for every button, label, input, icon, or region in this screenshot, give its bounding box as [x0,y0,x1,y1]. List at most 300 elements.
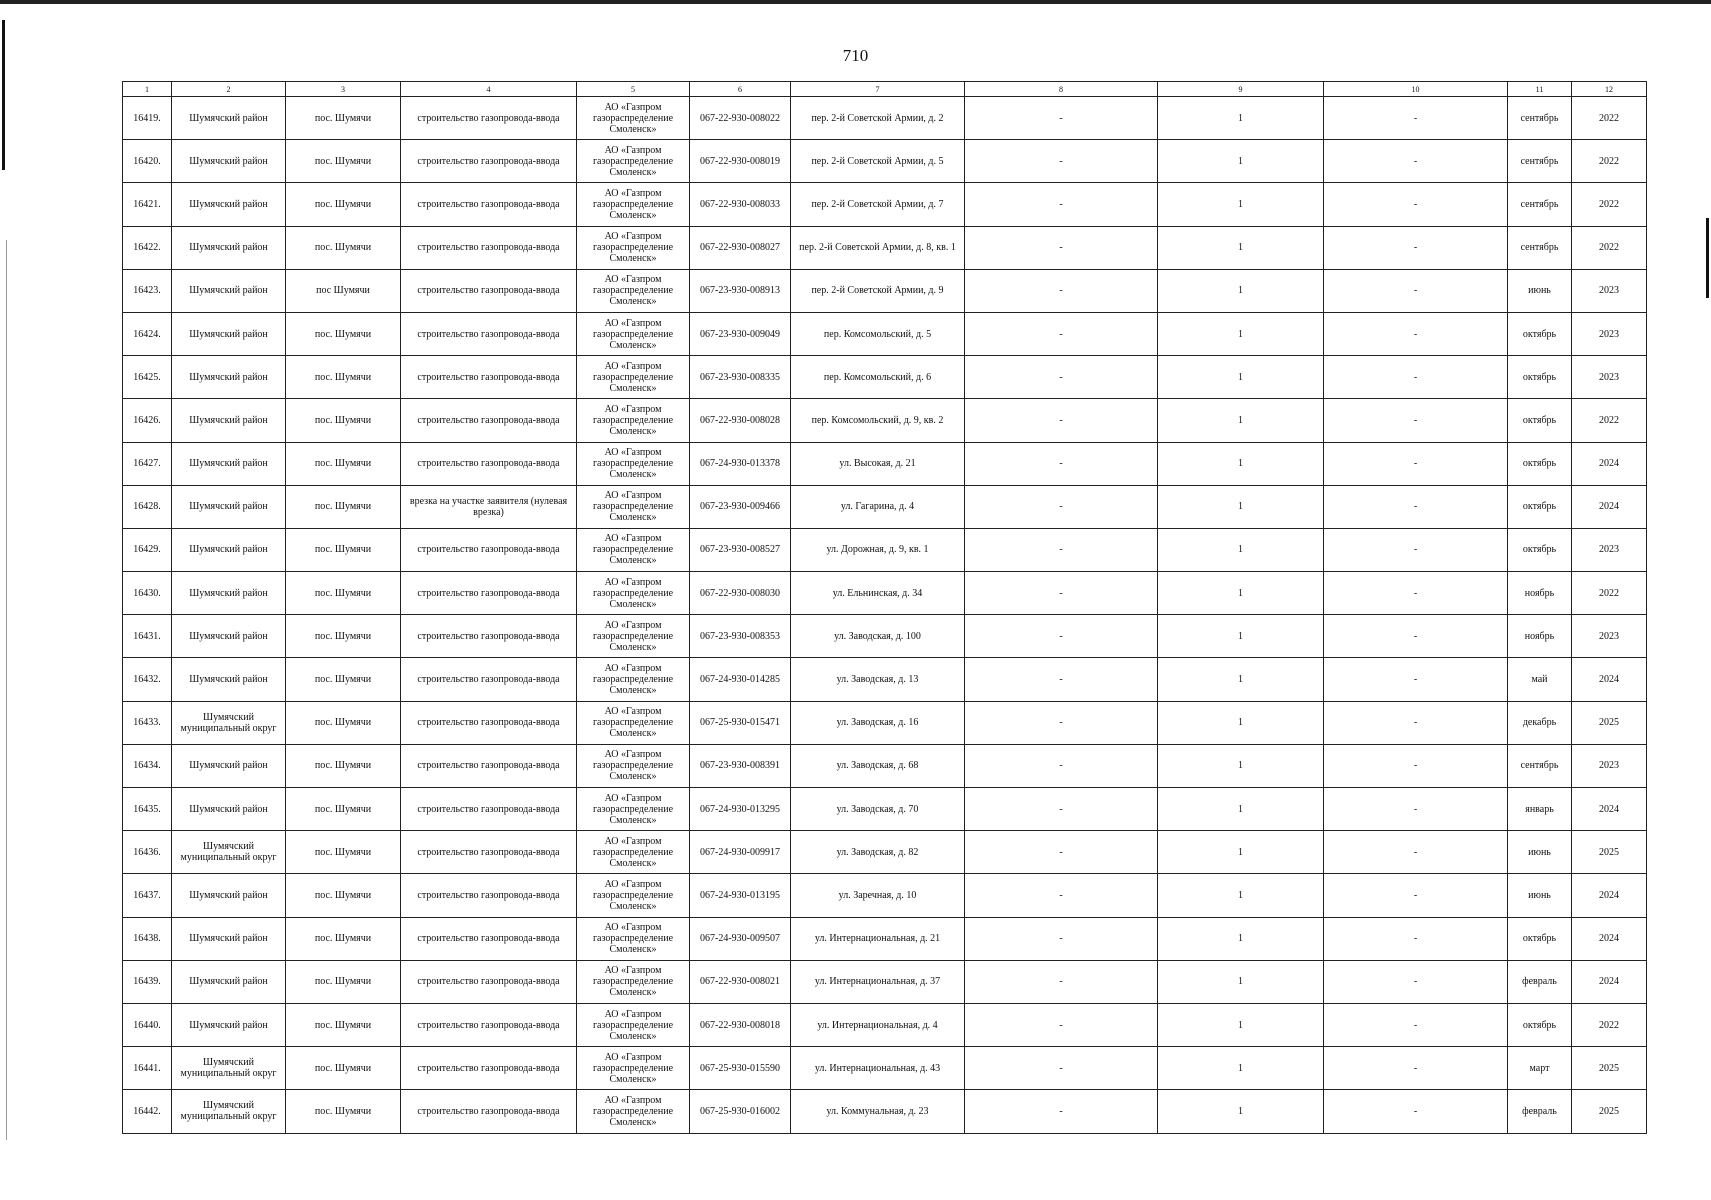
month-cell: июнь [1508,874,1572,917]
month-cell: февраль [1508,1090,1572,1133]
registration-code-cell: 067-25-930-015471 [690,701,791,744]
month-cell: сентябрь [1508,140,1572,183]
year-cell: 2024 [1572,658,1647,701]
work-type-cell: строительство газопровода-ввода [401,312,577,355]
column-9-cell: 1 [1158,917,1324,960]
month-cell: июнь [1508,831,1572,874]
year-cell: 2022 [1572,572,1647,615]
month-cell: май [1508,658,1572,701]
settlement-cell: пос. Шумячи [286,1090,401,1133]
left-scan-edge [2,20,5,170]
table-row [123,615,1647,658]
table-row [123,312,1647,355]
address-cell: пер. 2-й Советской Армии, д. 7 [791,183,965,226]
column-10-cell: - [1324,226,1508,269]
address-cell: ул. Заречная, д. 10 [791,874,965,917]
work-type-cell: строительство газопровода-ввода [401,701,577,744]
address-cell: ул. Заводская, д. 100 [791,615,965,658]
column-10-cell: - [1324,917,1508,960]
address-cell: ул. Ельнинская, д. 34 [791,572,965,615]
column-9-cell: 1 [1158,97,1324,140]
month-cell: ноябрь [1508,615,1572,658]
column-number-10: 10 [1324,82,1508,97]
column-9-cell: 1 [1158,874,1324,917]
table-row [123,572,1647,615]
row-number: 16441. [123,1047,172,1090]
column-9-cell: 1 [1158,485,1324,528]
month-cell: октябрь [1508,917,1572,960]
month-cell: март [1508,1047,1572,1090]
district-cell: Шумячский район [172,312,286,355]
column-10-cell: - [1324,528,1508,571]
settlement-cell: пос. Шумячи [286,485,401,528]
table-row [123,658,1647,701]
row-number: 16440. [123,1003,172,1046]
column-10-cell: - [1324,960,1508,1003]
column-9-cell: 1 [1158,572,1324,615]
organization-cell: АО «Газпром газораспределение Смоленск» [577,831,690,874]
work-type-cell: строительство газопровода-ввода [401,572,577,615]
registration-code-cell: 067-23-930-009049 [690,312,791,355]
year-cell: 2023 [1572,356,1647,399]
organization-cell: АО «Газпром газораспределение Смоленск» [577,1047,690,1090]
registration-code-cell: 067-23-930-008353 [690,615,791,658]
address-cell: ул. Заводская, д. 82 [791,831,965,874]
registration-code-cell: 067-22-930-008027 [690,226,791,269]
column-9-cell: 1 [1158,140,1324,183]
column-8-cell: - [965,1047,1158,1090]
column-9-cell: 1 [1158,442,1324,485]
table-row [123,744,1647,787]
registration-code-cell: 067-24-930-014285 [690,658,791,701]
month-cell: октябрь [1508,1003,1572,1046]
year-cell: 2023 [1572,744,1647,787]
column-10-cell: - [1324,140,1508,183]
column-10-cell: - [1324,312,1508,355]
month-cell: январь [1508,788,1572,831]
organization-cell: АО «Газпром газораспределение Смоленск» [577,356,690,399]
column-8-cell: - [965,874,1158,917]
table-row [123,183,1647,226]
row-number: 16419. [123,97,172,140]
row-number: 16420. [123,140,172,183]
column-9-cell: 1 [1158,1003,1324,1046]
district-cell: Шумячский район [172,356,286,399]
address-cell: ул. Коммунальная, д. 23 [791,1090,965,1133]
work-type-cell: строительство газопровода-ввода [401,960,577,1003]
column-9-cell: 1 [1158,1090,1324,1133]
settlement-cell: пос. Шумячи [286,1003,401,1046]
work-type-cell: строительство газопровода-ввода [401,615,577,658]
month-cell: октябрь [1508,399,1572,442]
organization-cell: АО «Газпром газораспределение Смоленск» [577,1003,690,1046]
organization-cell: АО «Газпром газораспределение Смоленск» [577,528,690,571]
table-row [123,788,1647,831]
work-type-cell: строительство газопровода-ввода [401,874,577,917]
district-cell: Шумячский район [172,658,286,701]
district-cell: Шумячский район [172,572,286,615]
gas-connection-register-table [122,81,1647,1134]
organization-cell: АО «Газпром газораспределение Смоленск» [577,140,690,183]
column-8-cell: - [965,442,1158,485]
column-10-cell: - [1324,615,1508,658]
organization-cell: АО «Газпром газораспределение Смоленск» [577,226,690,269]
registration-code-cell: 067-22-930-008022 [690,97,791,140]
year-cell: 2025 [1572,831,1647,874]
column-8-cell: - [965,528,1158,571]
year-cell: 2024 [1572,442,1647,485]
settlement-cell: пос. Шумячи [286,140,401,183]
work-type-cell: строительство газопровода-ввода [401,1047,577,1090]
column-number-3: 3 [286,82,401,97]
column-9-cell: 1 [1158,528,1324,571]
address-cell: ул. Интернациональная, д. 4 [791,1003,965,1046]
year-cell: 2024 [1572,917,1647,960]
address-cell: ул. Интернациональная, д. 43 [791,1047,965,1090]
month-cell: сентябрь [1508,97,1572,140]
address-cell: ул. Заводская, д. 68 [791,744,965,787]
row-number: 16429. [123,528,172,571]
address-cell: пер. 2-й Советской Армии, д. 9 [791,269,965,312]
settlement-cell: пос. Шумячи [286,528,401,571]
column-number-11: 11 [1508,82,1572,97]
month-cell: октябрь [1508,356,1572,399]
table-row [123,1003,1647,1046]
top-border-rule [0,0,1711,4]
settlement-cell: пос. Шумячи [286,788,401,831]
district-cell: Шумячский район [172,226,286,269]
registration-code-cell: 067-22-930-008021 [690,960,791,1003]
work-type-cell: строительство газопровода-ввода [401,528,577,571]
work-type-cell: строительство газопровода-ввода [401,226,577,269]
organization-cell: АО «Газпром газораспределение Смоленск» [577,183,690,226]
district-cell: Шумячский муниципальный округ [172,1047,286,1090]
table-row [123,1047,1647,1090]
address-cell: пер. Комсомольский, д. 5 [791,312,965,355]
column-9-cell: 1 [1158,312,1324,355]
column-number-1: 1 [123,82,172,97]
settlement-cell: пос Шумячи [286,269,401,312]
column-8-cell: - [965,485,1158,528]
organization-cell: АО «Газпром газораспределение Смоленск» [577,744,690,787]
address-cell: ул. Гагарина, д. 4 [791,485,965,528]
column-10-cell: - [1324,658,1508,701]
organization-cell: АО «Газпром газораспределение Смоленск» [577,442,690,485]
work-type-cell: строительство газопровода-ввода [401,744,577,787]
column-10-cell: - [1324,1047,1508,1090]
work-type-cell: строительство газопровода-ввода [401,97,577,140]
column-10-cell: - [1324,183,1508,226]
address-cell: пер. Комсомольский, д. 9, кв. 2 [791,399,965,442]
year-cell: 2023 [1572,528,1647,571]
row-number: 16434. [123,744,172,787]
column-10-cell: - [1324,97,1508,140]
work-type-cell: строительство газопровода-ввода [401,917,577,960]
month-cell: сентябрь [1508,183,1572,226]
table-row [123,97,1647,140]
year-cell: 2022 [1572,97,1647,140]
left-margin-line [6,240,7,1140]
registration-code-cell: 067-22-930-008028 [690,399,791,442]
row-number: 16430. [123,572,172,615]
column-9-cell: 1 [1158,269,1324,312]
district-cell: Шумячский район [172,917,286,960]
column-10-cell: - [1324,356,1508,399]
organization-cell: АО «Газпром газораспределение Смоленск» [577,960,690,1003]
settlement-cell: пос. Шумячи [286,356,401,399]
month-cell: сентябрь [1508,226,1572,269]
district-cell: Шумячский район [172,874,286,917]
year-cell: 2023 [1572,312,1647,355]
year-cell: 2022 [1572,183,1647,226]
district-cell: Шумячский район [172,744,286,787]
district-cell: Шумячский муниципальный округ [172,701,286,744]
district-cell: Шумячский район [172,269,286,312]
organization-cell: АО «Газпром газораспределение Смоленск» [577,1090,690,1133]
organization-cell: АО «Газпром газораспределение Смоленск» [577,788,690,831]
district-cell: Шумячский район [172,399,286,442]
organization-cell: АО «Газпром газораспределение Смоленск» [577,485,690,528]
row-number: 16425. [123,356,172,399]
settlement-cell: пос. Шумячи [286,960,401,1003]
registration-code-cell: 067-22-930-008030 [690,572,791,615]
table-row [123,960,1647,1003]
settlement-cell: пос. Шумячи [286,399,401,442]
organization-cell: АО «Газпром газораспределение Смоленск» [577,701,690,744]
month-cell: февраль [1508,960,1572,1003]
column-9-cell: 1 [1158,1047,1324,1090]
settlement-cell: пос. Шумячи [286,744,401,787]
row-number: 16438. [123,917,172,960]
organization-cell: АО «Газпром газораспределение Смоленск» [577,572,690,615]
column-8-cell: - [965,701,1158,744]
row-number: 16423. [123,269,172,312]
column-9-cell: 1 [1158,658,1324,701]
column-number-7: 7 [791,82,965,97]
column-9-cell: 1 [1158,831,1324,874]
registration-code-cell: 067-23-930-008527 [690,528,791,571]
column-10-cell: - [1324,485,1508,528]
row-number: 16422. [123,226,172,269]
work-type-cell: строительство газопровода-ввода [401,140,577,183]
row-number: 16424. [123,312,172,355]
table-row [123,226,1647,269]
table-header [123,82,1647,97]
column-8-cell: - [965,140,1158,183]
table-row [123,917,1647,960]
organization-cell: АО «Газпром газораспределение Смоленск» [577,269,690,312]
column-8-cell: - [965,960,1158,1003]
settlement-cell: пос. Шумячи [286,572,401,615]
column-8-cell: - [965,183,1158,226]
district-cell: Шумячский район [172,960,286,1003]
row-number: 16427. [123,442,172,485]
column-8-cell: - [965,744,1158,787]
column-8-cell: - [965,1003,1158,1046]
table-row [123,1090,1647,1133]
column-8-cell: - [965,831,1158,874]
work-type-cell: строительство газопровода-ввода [401,1090,577,1133]
settlement-cell: пос. Шумячи [286,874,401,917]
work-type-cell: строительство газопровода-ввода [401,183,577,226]
column-8-cell: - [965,356,1158,399]
year-cell: 2022 [1572,140,1647,183]
settlement-cell: пос. Шумячи [286,97,401,140]
district-cell: Шумячский район [172,485,286,528]
settlement-cell: пос. Шумячи [286,701,401,744]
work-type-cell: строительство газопровода-ввода [401,658,577,701]
district-cell: Шумячский муниципальный округ [172,831,286,874]
column-9-cell: 1 [1158,960,1324,1003]
year-cell: 2023 [1572,615,1647,658]
year-cell: 2024 [1572,788,1647,831]
settlement-cell: пос. Шумячи [286,831,401,874]
address-cell: ул. Интернациональная, д. 21 [791,917,965,960]
district-cell: Шумячский район [172,788,286,831]
right-scan-edge [1706,218,1709,298]
settlement-cell: пос. Шумячи [286,226,401,269]
address-cell: пер. Комсомольский, д. 6 [791,356,965,399]
address-cell: ул. Высокая, д. 21 [791,442,965,485]
registration-code-cell: 067-24-930-009917 [690,831,791,874]
district-cell: Шумячский район [172,615,286,658]
settlement-cell: пос. Шумячи [286,312,401,355]
district-cell: Шумячский район [172,140,286,183]
year-cell: 2022 [1572,399,1647,442]
column-number-row [123,82,1647,97]
column-10-cell: - [1324,744,1508,787]
row-number: 16432. [123,658,172,701]
column-10-cell: - [1324,442,1508,485]
organization-cell: АО «Газпром газораспределение Смоленск» [577,312,690,355]
column-10-cell: - [1324,269,1508,312]
registration-code-cell: 067-23-930-008335 [690,356,791,399]
column-9-cell: 1 [1158,183,1324,226]
month-cell: октябрь [1508,528,1572,571]
work-type-cell: строительство газопровода-ввода [401,1003,577,1046]
column-9-cell: 1 [1158,744,1324,787]
registration-code-cell: 067-24-930-013295 [690,788,791,831]
column-10-cell: - [1324,572,1508,615]
column-number-6: 6 [690,82,791,97]
column-number-12: 12 [1572,82,1647,97]
address-cell: пер. 2-й Советской Армии, д. 8, кв. 1 [791,226,965,269]
row-number: 16439. [123,960,172,1003]
district-cell: Шумячский район [172,528,286,571]
year-cell: 2025 [1572,1047,1647,1090]
column-9-cell: 1 [1158,226,1324,269]
year-cell: 2023 [1572,269,1647,312]
registration-code-cell: 067-25-930-015590 [690,1047,791,1090]
row-number: 16436. [123,831,172,874]
row-number: 16426. [123,399,172,442]
month-cell: июнь [1508,269,1572,312]
column-8-cell: - [965,226,1158,269]
address-cell: ул. Интернациональная, д. 37 [791,960,965,1003]
month-cell: декабрь [1508,701,1572,744]
organization-cell: АО «Газпром газораспределение Смоленск» [577,658,690,701]
registration-code-cell: 067-23-930-008913 [690,269,791,312]
page-number: 710 [842,46,869,65]
address-cell: пер. 2-й Советской Армии, д. 2 [791,97,965,140]
table-row [123,356,1647,399]
column-9-cell: 1 [1158,356,1324,399]
district-cell: Шумячский район [172,183,286,226]
district-cell: Шумячский муниципальный округ [172,1090,286,1133]
work-type-cell: строительство газопровода-ввода [401,269,577,312]
month-cell: октябрь [1508,485,1572,528]
year-cell: 2022 [1572,226,1647,269]
column-8-cell: - [965,399,1158,442]
month-cell: ноябрь [1508,572,1572,615]
column-10-cell: - [1324,1090,1508,1133]
work-type-cell: врезка на участке заявителя (нулевая врезка) [401,485,577,528]
month-cell: сентябрь [1508,744,1572,787]
registration-code-cell: 067-23-930-009466 [690,485,791,528]
settlement-cell: пос. Шумячи [286,442,401,485]
column-8-cell: - [965,97,1158,140]
organization-cell: АО «Газпром газораспределение Смоленск» [577,917,690,960]
table-row [123,140,1647,183]
address-cell: ул. Заводская, д. 16 [791,701,965,744]
registration-code-cell: 067-24-930-013378 [690,442,791,485]
table-row [123,701,1647,744]
column-9-cell: 1 [1158,788,1324,831]
registration-code-cell: 067-22-930-008019 [690,140,791,183]
registration-code-cell: 067-22-930-008033 [690,183,791,226]
settlement-cell: пос. Шумячи [286,1047,401,1090]
registration-code-cell: 067-23-930-008391 [690,744,791,787]
column-10-cell: - [1324,1003,1508,1046]
registration-code-cell: 067-24-930-013195 [690,874,791,917]
settlement-cell: пос. Шумячи [286,658,401,701]
table-row [123,269,1647,312]
table-row [123,874,1647,917]
column-8-cell: - [965,615,1158,658]
column-number-2: 2 [172,82,286,97]
row-number: 16437. [123,874,172,917]
column-8-cell: - [965,658,1158,701]
work-type-cell: строительство газопровода-ввода [401,442,577,485]
column-8-cell: - [965,572,1158,615]
settlement-cell: пос. Шумячи [286,917,401,960]
work-type-cell: строительство газопровода-ввода [401,831,577,874]
year-cell: 2022 [1572,1003,1647,1046]
address-cell: ул. Заводская, д. 13 [791,658,965,701]
row-number: 16428. [123,485,172,528]
column-number-9: 9 [1158,82,1324,97]
work-type-cell: строительство газопровода-ввода [401,356,577,399]
address-cell: ул. Дорожная, д. 9, кв. 1 [791,528,965,571]
row-number: 16433. [123,701,172,744]
year-cell: 2025 [1572,701,1647,744]
table-row [123,528,1647,571]
column-10-cell: - [1324,399,1508,442]
column-8-cell: - [965,269,1158,312]
registration-code-cell: 067-22-930-008018 [690,1003,791,1046]
district-cell: Шумячский район [172,442,286,485]
registration-code-cell: 067-25-930-016002 [690,1090,791,1133]
column-number-5: 5 [577,82,690,97]
table-row [123,831,1647,874]
year-cell: 2024 [1572,960,1647,1003]
table-row [123,442,1647,485]
column-9-cell: 1 [1158,399,1324,442]
row-number: 16431. [123,615,172,658]
month-cell: октябрь [1508,312,1572,355]
column-10-cell: - [1324,788,1508,831]
table-row [123,399,1647,442]
